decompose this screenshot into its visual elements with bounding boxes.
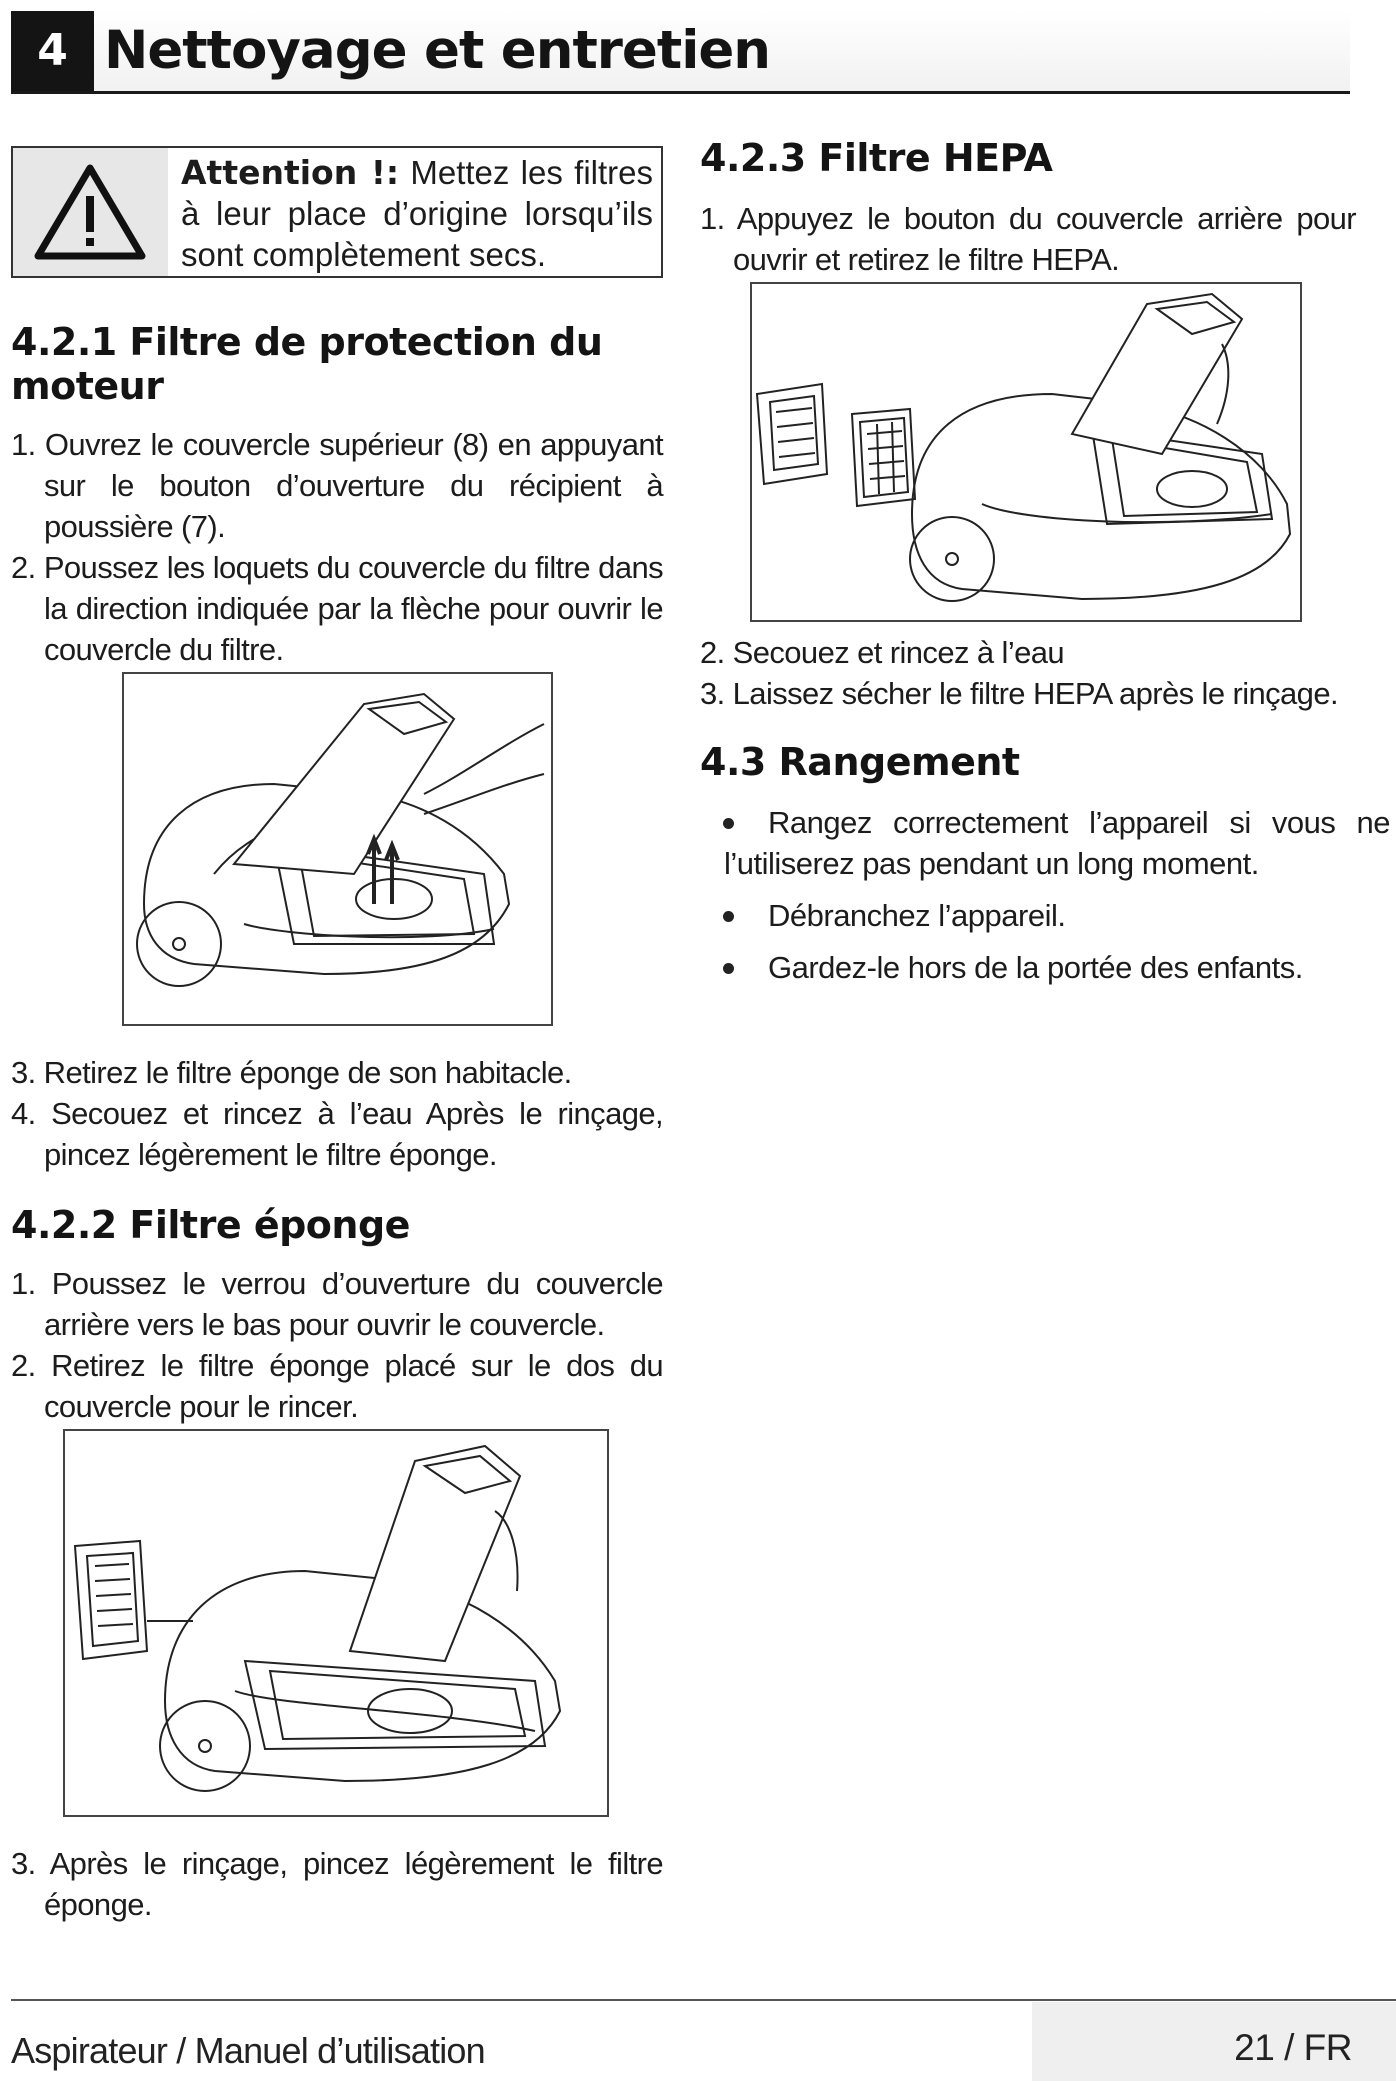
chapter-number: 4 [11, 11, 94, 91]
footer-manual-title: Aspirateur / Manuel d’utilisation [11, 2030, 485, 2071]
step-text: 1. Poussez le verrou d’ouverture du couvercle arrière vers le bas pour ouvrir le couvercle. [11, 1266, 663, 1342]
step-text: 2. Secouez et rincez à l’eau [700, 635, 1065, 670]
storage-bullet-list [700, 802, 1390, 988]
section-title-4-2-3: 4.2.3 Filtre HEPA [700, 136, 1053, 180]
figure-sponge-filter [63, 1429, 609, 1817]
section-4-2-3-steps-after [700, 632, 1390, 714]
vacuum-illustration-hepa-filter [752, 284, 1300, 620]
warning-triangle-icon [32, 162, 148, 262]
bullet-text: Gardez-le hors de la portée des enfants. [768, 950, 1303, 985]
section-4-2-1-steps-after [11, 1052, 663, 1175]
chapter-header [11, 11, 1350, 94]
footer-divider [11, 1999, 1396, 2001]
section-4-2-2-steps [11, 1263, 663, 1427]
bullet-text: Débranchez l’appareil. [768, 898, 1066, 933]
step-text: 2. Poussez les loquets du couvercle du filtre dans la direction indiquée par la flèche pour ouvrir le couvercle du filtre. [11, 550, 663, 667]
figure-motor-filter [122, 672, 553, 1026]
left-column [11, 146, 663, 1925]
bullet-icon [723, 911, 734, 922]
warning-text [181, 152, 653, 275]
figure-hepa-filter [750, 282, 1302, 622]
chapter-title: Nettoyage et entretien [104, 20, 771, 81]
bullet-icon [723, 818, 734, 829]
section-title-4-2-1: 4.2.1 Filtre de protection du moteur [11, 320, 603, 408]
step-text: 3. Après le rinçage, pincez légèrement le filtre éponge. [11, 1846, 663, 1922]
step-text: 3. Laissez sécher le filtre HEPA après le rinçage. [700, 676, 1338, 711]
section-4-2-1-steps [11, 424, 663, 670]
step-text: 1. Appuyez le bouton du couvercle arrière pour ouvrir et retirez le filtre HEPA. [700, 201, 1356, 277]
section-title-4-2-2: 4.2.2 Filtre éponge [11, 1203, 410, 1247]
bullet-icon [723, 963, 734, 974]
section-4-2-3-steps [700, 198, 1356, 280]
list-item [700, 895, 1390, 936]
vacuum-illustration-sponge-filter [65, 1431, 607, 1815]
section-4-2-2-steps-after [11, 1843, 663, 1925]
warning-label: Attention !: [181, 153, 400, 192]
bullet-text: Rangez correctement l’appareil si vous ne l’utiliserez pas pendant un long moment. [724, 805, 1390, 881]
list-item [700, 802, 1390, 884]
section-title-4-3: 4.3 Rangement [700, 740, 1020, 784]
warning-box [11, 146, 663, 278]
step-text: 4. Secouez et rincez à l’eau Après le rinçage, pincez légèrement le filtre éponge. [11, 1096, 663, 1172]
list-item [700, 947, 1390, 988]
step-text: 2. Retirez le filtre éponge placé sur le dos du couvercle pour le rincer. [11, 1348, 663, 1424]
vacuum-illustration-motor-filter [124, 674, 551, 1024]
warning-icon-cell [13, 148, 168, 276]
step-text: 3. Retirez le filtre éponge de son habitacle. [11, 1055, 572, 1090]
step-text: 1. Ouvrez le couvercle supérieur (8) en appuyant sur le bouton d’ouverture du récipient à poussière (7). [11, 427, 663, 544]
footer-page-number: 21 / FR [1234, 2027, 1352, 2068]
right-column [700, 136, 1390, 999]
warning-message: Mettez les filtres à leur place d’origine lorsqu’ils sont complètement secs. [181, 154, 653, 273]
